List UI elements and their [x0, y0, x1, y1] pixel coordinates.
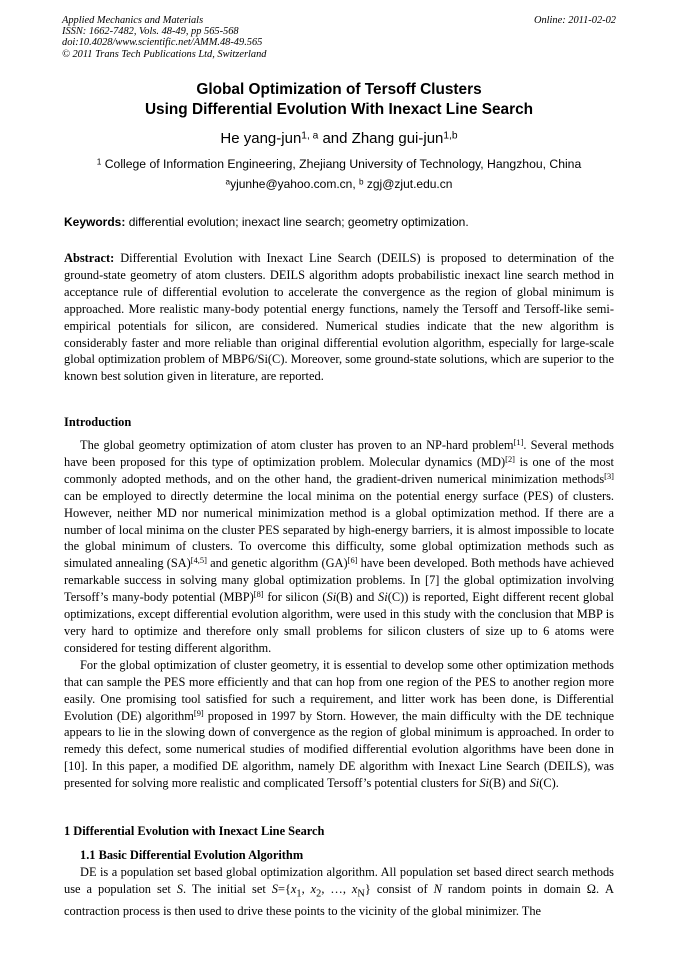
- math-symbol: Si: [326, 590, 337, 605]
- doi-line: doi:10.4028/www.scientific.net/AMM.48-49.565: [62, 37, 263, 49]
- math-symbol: Si: [479, 776, 489, 791]
- online-date: Online: 2011-02-02: [533, 15, 616, 26]
- journal-name: Applied Mechanics and Materials: [62, 15, 204, 26]
- text-run: DE is a population set based global optimization algorithm. All population set based direct search methods use a population set: [64, 865, 614, 896]
- citation: [2]: [505, 454, 515, 465]
- text-run: can be employed to directly determine the local minima on the potential energy surface (PES) of clusters. However, neither MD nor numerical minimization method is a global optimization method. If there are a number of local minima on the cluster PES separated by high-energy barriers, it is almost impossible to locate the global minimum of clusters. To overcome this difficulty, some global optimization methods such as simulated annealing (SA): [64, 488, 614, 571]
- title-line-2: Using Differential Evolution With Inexact Line Search: [144, 101, 534, 118]
- text-run: and genetic algorithm (GA): [206, 556, 348, 571]
- math-symbol: x: [351, 881, 358, 896]
- issn-line: ISSN: 1662-7482, Vols. 48-49, pp 565-568: [62, 26, 239, 38]
- math-symbol: Si: [378, 590, 388, 605]
- text-run: For the global optimization of cluster geometry, it is essential to develop some other optimization methods that can sample the PES more efficiently and that can hop from one region of the PES to another region more easily. One promising tool satisfied for such a requirement, and litter work has been done, is Differential Evolution (DE) algorithm: [64, 657, 614, 723]
- math-symbol: S: [176, 881, 183, 896]
- math-symbol: Si: [529, 776, 540, 791]
- math-subscript: 1: [296, 888, 302, 900]
- text-run: (B) and: [336, 590, 379, 605]
- author-2: Zhang gui-jun: [351, 130, 444, 147]
- affiliation: [62, 156, 616, 172]
- intro-paragraph-2: [64, 657, 614, 792]
- introduction-body: [64, 437, 614, 792]
- math-symbol: N: [433, 881, 442, 896]
- citation: [1]: [513, 437, 524, 448]
- text-run: } consist of: [364, 881, 434, 896]
- affiliation-sup: 1: [96, 156, 102, 167]
- text-run: is one of the most commonly adopted methods, and on the other hand, the gradient-driven numerical minimization methods: [64, 454, 614, 486]
- author-1: He yang-jun: [220, 130, 302, 147]
- email-line: [62, 176, 616, 192]
- section-1-heading: 1 Differential Evolution with Inexact Line Search: [64, 824, 325, 838]
- text-run: random points in domain Ω. A contraction process is then used to drive these points to the vicinity of the global minimizer. The: [64, 881, 614, 919]
- introduction-heading: Introduction: [64, 415, 132, 429]
- author-2-sup: 1,b: [443, 130, 458, 142]
- text-run: (B) and: [489, 776, 530, 791]
- text-run: (C).: [539, 776, 559, 791]
- text-run: . The initial set: [182, 881, 272, 896]
- section-1-1-heading: 1.1 Basic Differential Evolution Algorithm: [80, 848, 304, 862]
- journal-header: [62, 15, 616, 60]
- math-subscript: N: [357, 888, 365, 900]
- citation: [3]: [604, 471, 614, 482]
- email-b-sup: b: [359, 177, 364, 187]
- intro-paragraph-1: [64, 437, 614, 657]
- text-run: have been developed. Both methods have achieved remarkable success in solving many global optimization problems. In [7] the global optimization involving Tersoff’s many-body potential (MBP): [64, 556, 614, 605]
- text-run: ,: [301, 881, 311, 896]
- text-run: proposed in 1997 by Storn. However, the main difficulty with the DE technique appears to lie in the slowing down of convergence as the region of global minimum is approached. In order to remedy this defect, some numerical studies of modified differential evolution algorithms have been done in [10]. In this paper, a modified DE algorithm, namely DE algorithm with Inexact Line Search (DEILS), was presented for solving more realistic and complicated Tersoff’s potential clusters for: [64, 708, 615, 791]
- text-run: , …,: [321, 881, 352, 896]
- citation: [6]: [347, 555, 358, 566]
- text-run: The global geometry optimization of atom cluster has proven to an NP-hard problem: [80, 438, 514, 452]
- citation: [4,5]: [190, 555, 207, 566]
- abstract-label: Abstract:: [64, 251, 115, 265]
- text-run: . Several methods have been proposed for this type of optimization problem. Molecular dynamics (MD): [64, 438, 615, 469]
- citation: [9]: [193, 707, 204, 718]
- math-symbol: S: [271, 881, 278, 896]
- author-1-sup: 1, a: [301, 130, 319, 142]
- affiliation-text: College of Information Engineering, Zhejiang University of Technology, Hangzhou, China: [101, 157, 582, 171]
- keywords-label: Keywords:: [64, 215, 126, 229]
- section-1-1-body: [64, 864, 614, 920]
- keywords: [64, 214, 616, 230]
- section-1-1-paragraph: [64, 864, 614, 920]
- keywords-text: differential evolution; inexact line search; geometry optimization.: [125, 215, 469, 229]
- abstract-text: Differential Evolution with Inexact Line Search (DEILS) is proposed to determination of the ground-state geometry of atom clusters. DEILS algorithm adopts probabilistic inexact line search method in acceptance rule of differential evolution to accelerate the convergence as the region of global minimum is approached. More realistic many-body potential energy functions, namely the Tersoff and Tersoff-like semi-empirical potentials for silicon, are considered. Numerical studies indicate that the new algorithm is considerably faster and more reliable than original differential evolution algorithm, especially for large-scale global optimization problem of MBP6/Si(C). Moreover, some ground-state solutions, which are superior to the known best solution given in literature, are reported.: [64, 251, 614, 384]
- text-run: ={: [277, 881, 291, 896]
- author-conj: and: [318, 130, 352, 147]
- text-run: for silicon (: [263, 590, 327, 605]
- email-b: zgj@zjut.edu.cn: [363, 177, 453, 191]
- author-line: [62, 130, 616, 148]
- citation: [8]: [253, 589, 264, 600]
- email-a-sup: a: [225, 177, 231, 187]
- math-symbol: x: [310, 881, 317, 896]
- copyright-line: © 2011 Trans Tech Publications Ltd, Switzerland: [62, 48, 267, 60]
- email-a: yjunhe@yahoo.com.cn,: [230, 177, 359, 191]
- title-line-1: Global Optimization of Tersoff Clusters: [196, 81, 482, 98]
- text-run: (C)) is reported, Eight different recent global optimizations, except differential evolution algorithm, were used in this study with the conclusion that MBP is very hard to optimize and therefore only small problems for silicon clusters of size up to 6 atoms were considered for testing different algorithm.: [64, 590, 614, 655]
- abstract: [64, 250, 614, 385]
- math-symbol: x: [290, 881, 297, 896]
- math-subscript: 2: [316, 888, 322, 900]
- paper-title: [62, 80, 616, 120]
